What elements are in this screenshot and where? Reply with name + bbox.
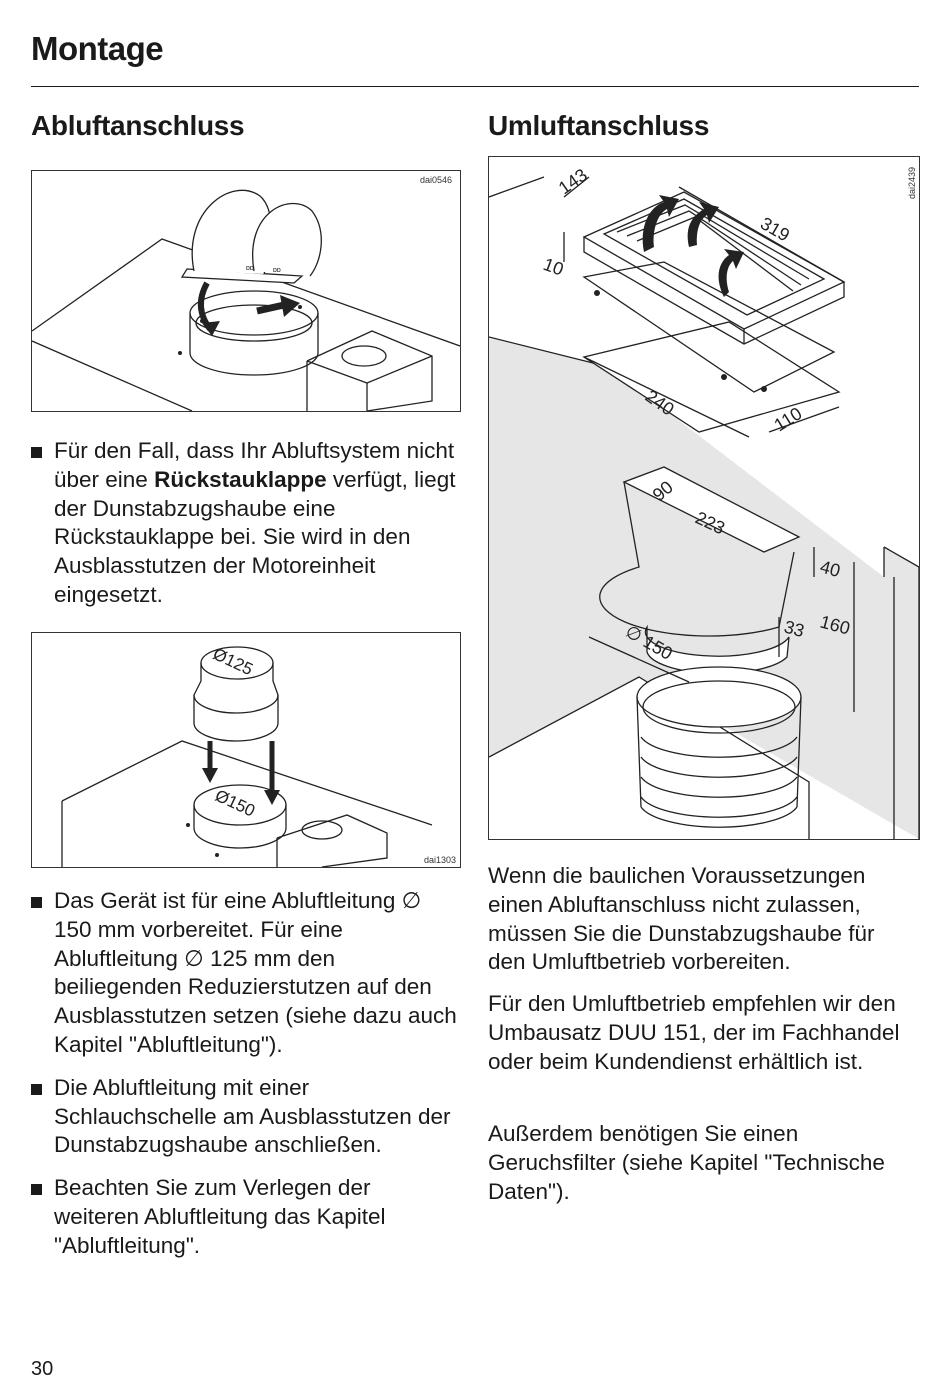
figure-code: dai0546	[419, 175, 452, 185]
dimension-33: 33	[781, 616, 807, 642]
figure-code: dai1303	[423, 855, 456, 865]
dimension-110: 110	[770, 403, 806, 436]
svg-text:ɒɒ: ɒɒ	[273, 267, 281, 274]
figure-recirculation-kit	[488, 156, 920, 840]
figure-backflow-flap	[31, 170, 461, 412]
list-item	[31, 887, 461, 1060]
bullet-marker	[31, 897, 42, 908]
bullet-text: Das Gerät ist für eine Abluftleitung ∅ 150 mm vorbereitet. Für eine Abluftleitung ∅ 125 mm den beiliegenden Reduzierstutzen auf den Ausblasstutzen setzen (siehe dazu auch Kapitel "Abluftleitung").	[54, 888, 457, 1057]
bullet-marker	[31, 1084, 42, 1095]
figure-reducer	[31, 632, 461, 868]
bullet-text: Die Abluftleitung mit einer Schlauchschelle am Ausblasstutzen der Dunstabzugshaube anschließen.	[54, 1074, 451, 1158]
dimension-319: 319	[757, 213, 794, 246]
list-item	[31, 1174, 461, 1260]
paragraph-1: Wenn die baulichen Voraussetzungen einen Abluftanschluss nicht zulassen, müssen Sie die Dunstabzugshaube für den Umluftbetrieb vorbereiten.	[488, 863, 875, 975]
dimension-40: 40	[817, 556, 843, 582]
bullet-text-after: verfügt, liegt der Dunstabzugshaube eine Rückstauklappe bei. Sie wird in den Ausblasstutzen der Motoreinheit eingesetzt.	[54, 466, 456, 607]
bullet-text-before: Für den Fall, dass Ihr Abluftsystem nicht über eine	[54, 438, 455, 492]
list-item	[31, 437, 461, 610]
section-heading-abluft: Abluftanschluss	[31, 110, 245, 141]
dimension-240: 240	[641, 385, 678, 420]
dimension-160: 160	[817, 611, 853, 639]
paragraph-2: Für den Umluftbetrieb empfehlen wir den Umbausatz DUU 151, der im Fachhandel oder beim Kundendienst erhältlich ist.	[488, 991, 900, 1074]
page-number: 30	[31, 1358, 54, 1380]
backflow-flap-illustration	[32, 171, 460, 411]
list-item	[31, 1074, 461, 1160]
svg-text:ɒɒ: ɒɒ	[246, 265, 254, 272]
diameter-label-125: Ø125	[210, 644, 256, 680]
dimension-10: 10	[540, 253, 567, 280]
title-divider	[31, 86, 919, 87]
bullet-list-2	[31, 887, 461, 1261]
diameter-label-150: Ø150	[212, 785, 258, 821]
reducer-illustration	[32, 633, 460, 867]
bullet-marker	[31, 447, 42, 458]
dimension-90: 90	[648, 476, 677, 506]
figure-code: dai2439	[907, 167, 917, 200]
dimension-150: ∅ 150	[622, 621, 676, 664]
section-heading-umluft: Umluftanschluss	[488, 110, 710, 141]
bullet-marker	[31, 1184, 42, 1195]
recirculation-kit-illustration	[489, 157, 919, 839]
dimension-223: 223	[692, 507, 728, 539]
bullet-text-bold: Rückstauklappe	[154, 466, 327, 492]
bullet-list-1	[31, 437, 461, 610]
paragraph-3: Außerdem benötigen Sie einen Geruchsfilter (siehe Kapitel "Technische Daten").	[488, 1121, 885, 1204]
bullet-text: Beachten Sie zum Verlegen der weiteren Abluftleitung das Kapitel "Abluftleitung".	[54, 1175, 386, 1258]
dimension-143: 143	[554, 164, 591, 199]
page-title: Montage	[31, 30, 164, 67]
